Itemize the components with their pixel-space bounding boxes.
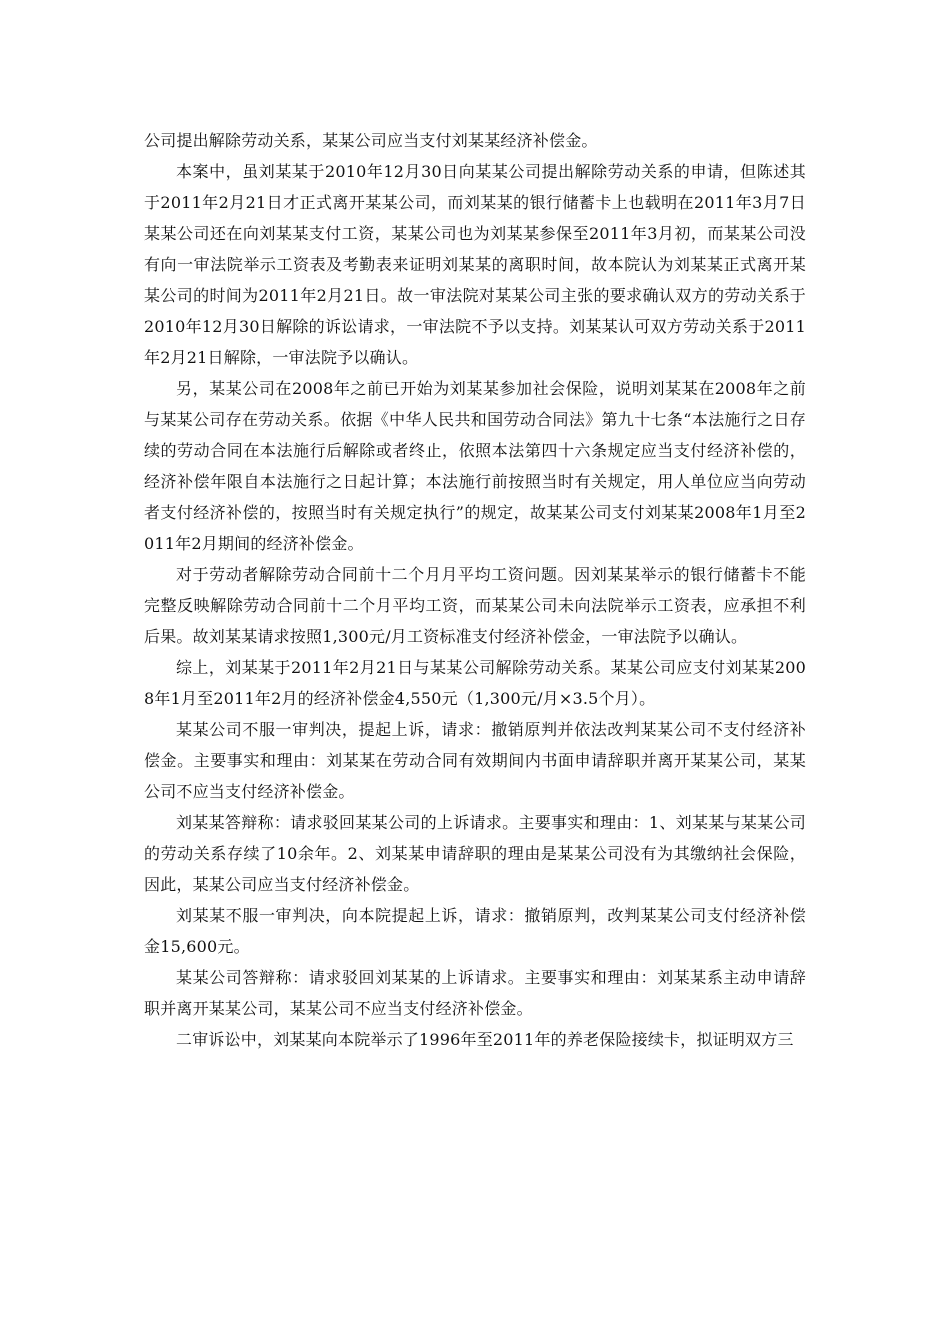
paragraph-average-wage: 对于劳动者解除劳动合同前十二个月月平均工资问题。因刘某某举示的银行储蓄卡不能完整反映解除劳动合同前十二个月平均工资，而某某公司未向法院举示工资表，应承担不利后果。故刘某某请求按照1,300元/月工资标准支付经济补偿金，一审法院予以确认。 xyxy=(144,565,806,646)
paragraph-liu-appeal: 刘某某不服一审判决，向本院提起上诉，请求：撤销原判，改判某某公司支付经济补偿金15,600元。 xyxy=(144,906,806,956)
paragraph-company-appeal: 某某公司不服一审判决，提起上诉，请求：撤销原判并依法改判某某公司不支付经济补偿金。主要事实和理由：刘某某在劳动合同有效期间内书面申请辞职并离开某某公司，某某公司不应当支付经济补偿金。 xyxy=(144,720,806,801)
document-body xyxy=(144,125,806,1055)
paragraph-social-insurance: 另，某某公司在2008年之前已开始为刘某某参加社会保险，说明刘某某在2008年之前与某某公司存在劳动关系。依据《中华人民共和国劳动合同法》第九十七条“本法施行之日存续的劳动合同在本法施行后解除或者终止，依照本法第四十六条规定应当支付经济补偿的，经济补偿年限自本法施行之日起计算；本法施行前按照当时有关规定，用人单位应当向劳动者支付经济补偿的，按照当时有关规定执行”的规定，故某某公司支付刘某某2008年1月至2011年2月期间的经济补偿金。 xyxy=(144,379,806,553)
paragraph-summary: 综上，刘某某于2011年2月21日与某某公司解除劳动关系。某某公司应支付刘某某2008年1月至2011年2月的经济补偿金4,550元（1,300元/月×3.5个月）。 xyxy=(144,658,806,708)
paragraph-case-facts: 本案中，虽刘某某于2010年12月30日向某某公司提出解除劳动关系的申请，但陈述其于2011年2月21日才正式离开某某公司，而刘某某的银行储蓄卡上也载明在2011年3月7日某某公司还在向刘某某支付工资，某某公司也为刘某某参保至2011年3月初，而某某公司没有向一审法院举示工资表及考勤表来证明刘某某的离职时间，故本院认为刘某某正式离开某某公司的时间为2011年2月21日。故一审法院对某某公司主张的要求确认双方的劳动关系于2010年12月30日解除的诉讼请求，一审法院不予以支持。刘某某认可双方劳动关系于2011年2月21日解除，一审法院予以确认。 xyxy=(144,162,806,367)
paragraph-liu-defense: 刘某某答辩称：请求驳回某某公司的上诉请求。主要事实和理由：1、刘某某与某某公司的劳动关系存续了10余年。2、刘某某申请辞职的理由是某某公司没有为其缴纳社会保险，因此，某某公司应当支付经济补偿金。 xyxy=(144,813,806,894)
paragraph-second-instance: 二审诉讼中，刘某某向本院举示了1996年至2011年的养老保险接续卡，拟证明双方三 xyxy=(176,1030,794,1049)
paragraph-continuation: 公司提出解除劳动关系，某某公司应当支付刘某某经济补偿金。 xyxy=(144,131,598,150)
paragraph-company-defense: 某某公司答辩称：请求驳回刘某某的上诉请求。主要事实和理由：刘某某系主动申请辞职并离开某某公司，某某公司不应当支付经济补偿金。 xyxy=(144,968,806,1018)
